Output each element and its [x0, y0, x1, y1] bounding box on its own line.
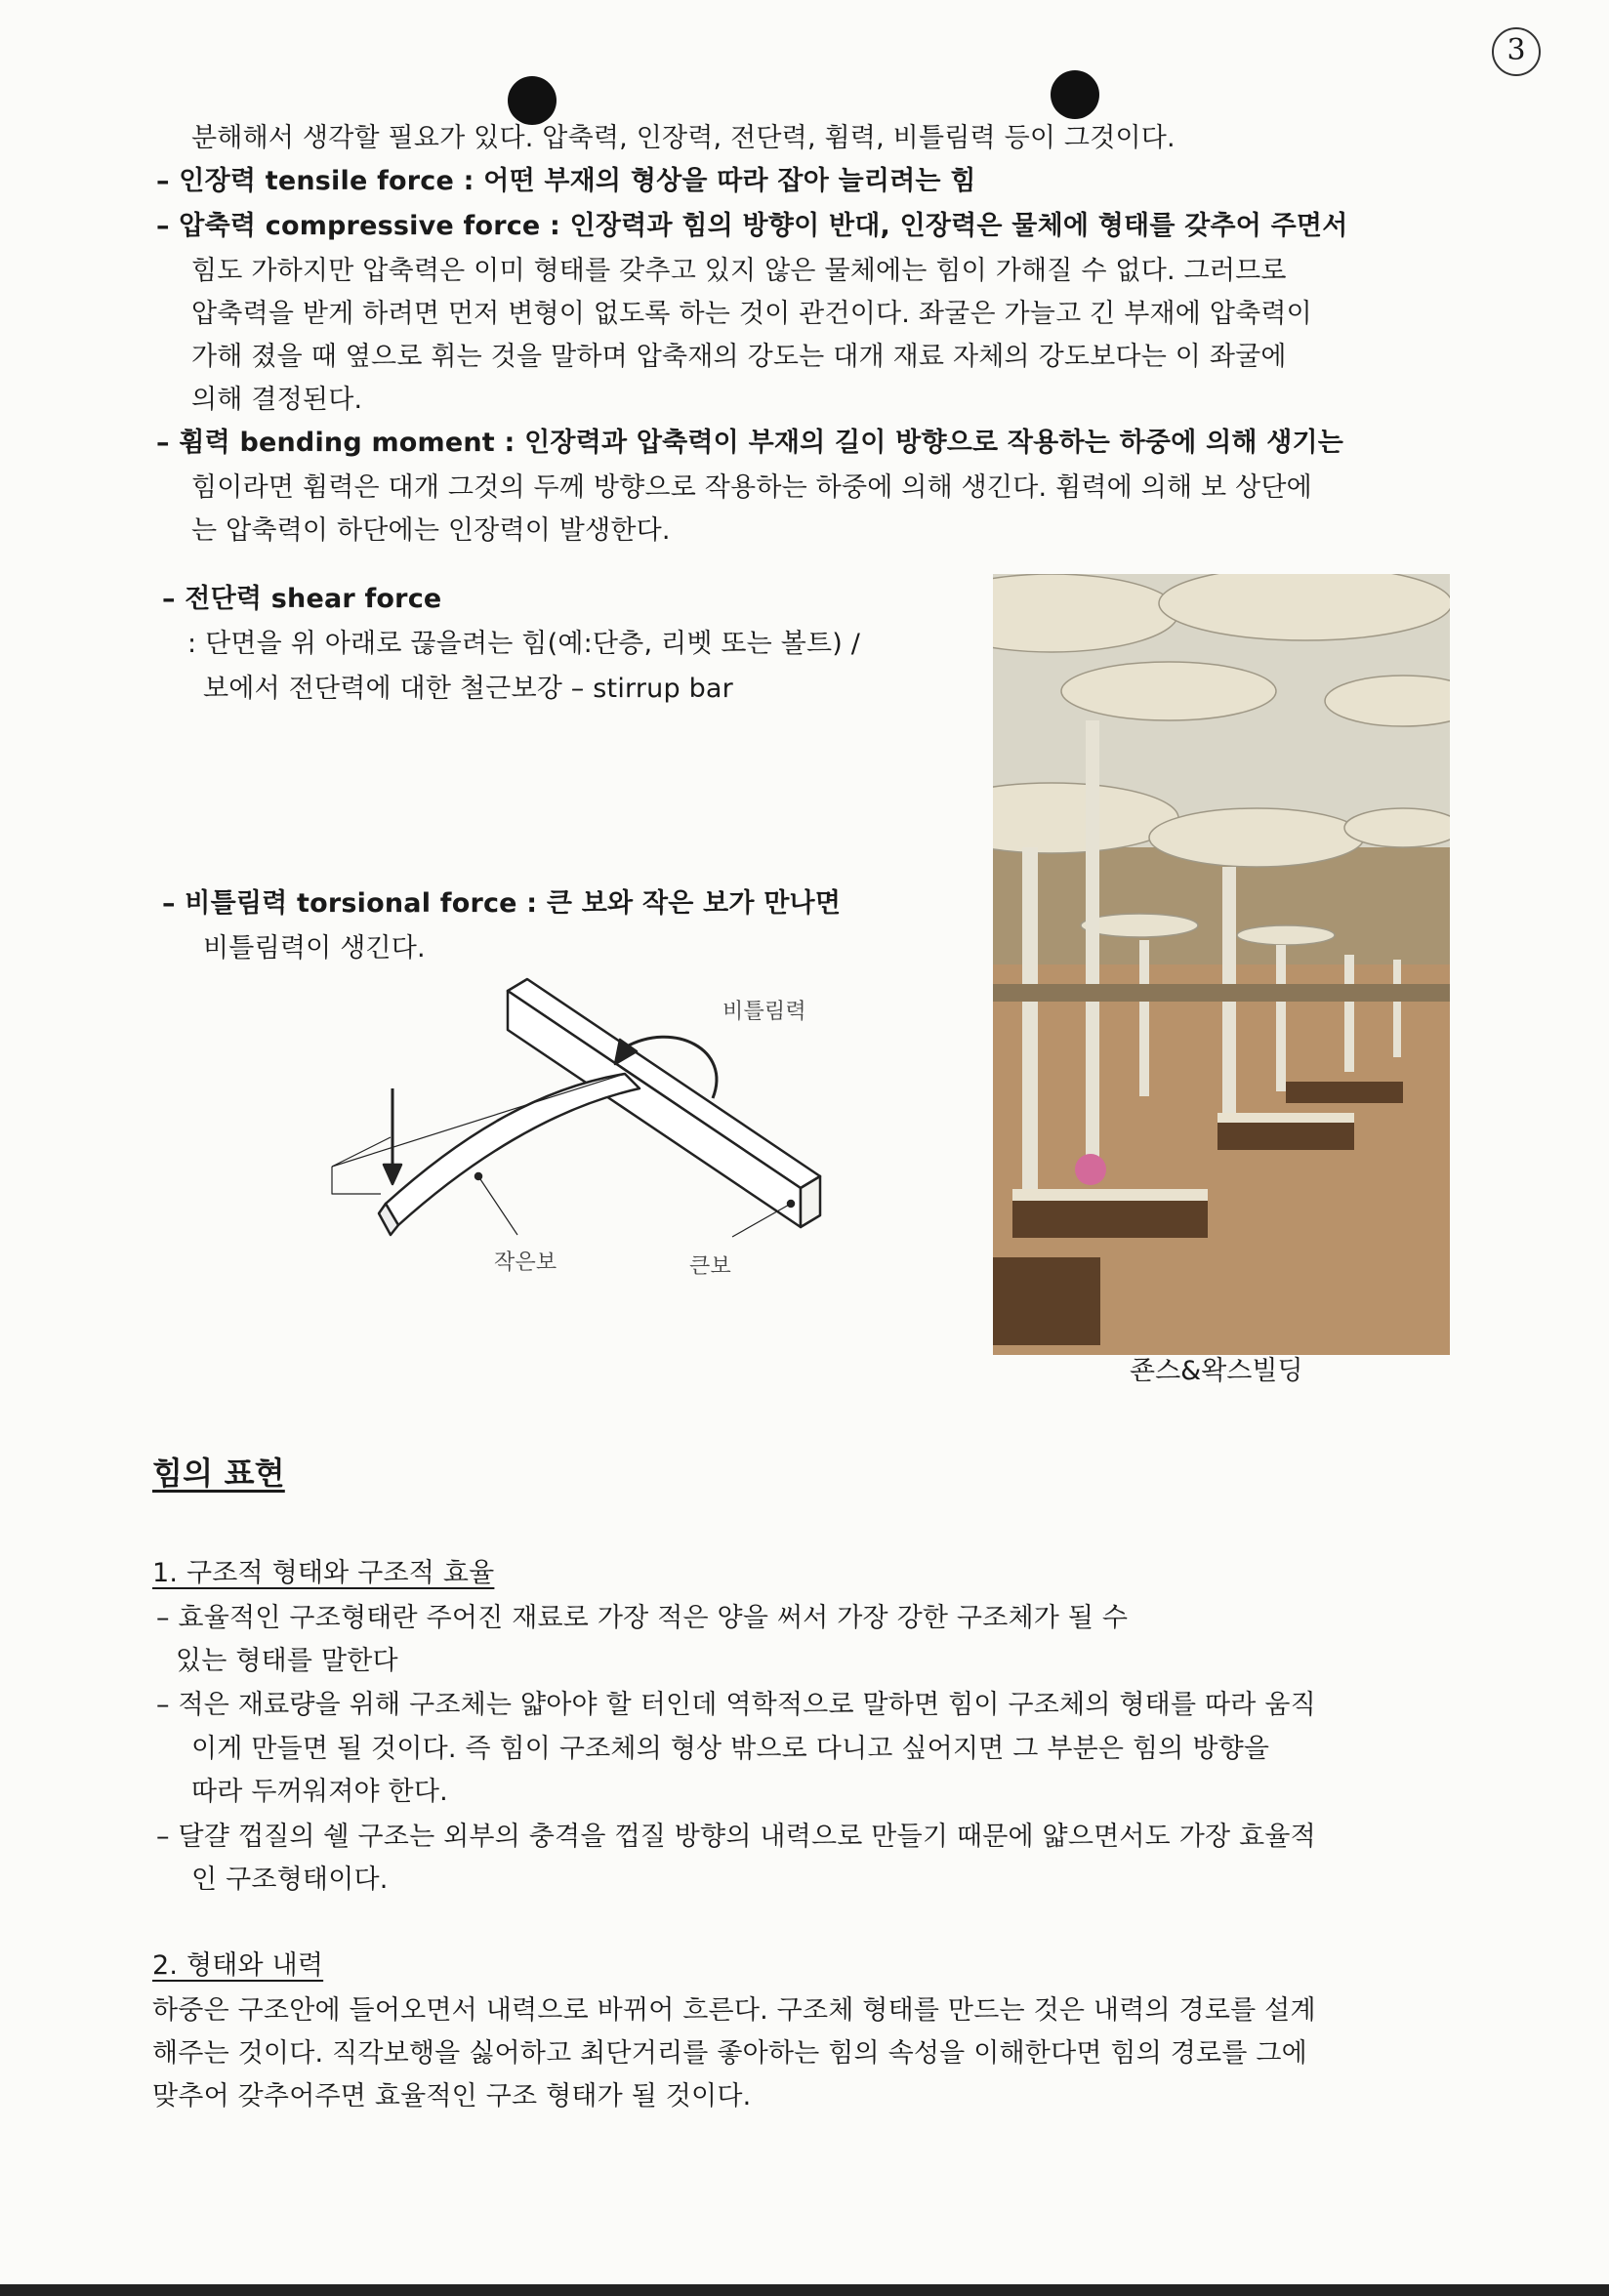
text-line: 압축력을 받게 하려면 먼저 변형이 없도록 하는 것이 관건이다. 좌굴은 가늘고 긴 부재에 압축력이 — [191, 299, 1312, 329]
text-line: 분해해서 생각할 필요가 있다. 압축력, 인장력, 전단력, 휨력, 비틀림력 등이 그것이다. — [191, 123, 1176, 153]
shear-force-line: – 전단력 shear force — [162, 584, 442, 614]
bending-moment-line: – 휨력 bending moment : 인장력과 압축력이 부재의 길이 방향으로 작용하는 하중에 의해 생기는 — [156, 428, 1344, 458]
text-line: 비틀림력이 생긴다. — [203, 933, 426, 964]
text-line: 힘이라면 휨력은 대개 그것의 두께 방향으로 작용하는 하중에 의해 생긴다. 휨력에 의해 보 상단에 — [191, 472, 1312, 503]
binder-hole-right — [1051, 70, 1099, 119]
section-title: 힘의 표현 — [152, 1455, 285, 1492]
diagram-label-small-beam: 작은보 — [494, 1250, 557, 1275]
diagram-label-torsion: 비틀림력 — [722, 1000, 806, 1024]
text-line: 따라 두꺼워져야 한다. — [191, 1777, 448, 1807]
text-line: 인 구조형태이다. — [191, 1865, 389, 1895]
diagram-label-large-beam: 큰보 — [689, 1254, 731, 1279]
compressive-force-line: – 압축력 compressive force : 인장력과 힘의 방향이 반대, 인장력은 물체에 형태를 갖추어 주면서 — [156, 211, 1348, 241]
johnson-wax-building-photo — [993, 574, 1450, 1355]
subsection-title-2: 2. 형태와 내력 — [152, 1950, 324, 1981]
text-line: 있는 형태를 말한다 — [176, 1646, 398, 1676]
text-line: – 적은 재료량을 위해 구조체는 얇아야 할 터인데 역학적으로 말하면 힘이 구조체의 형태를 따라 움직 — [156, 1690, 1316, 1720]
text-line: 는 압축력이 하단에는 인장력이 발생한다. — [191, 515, 671, 546]
torsional-force-line: – 비틀림력 torsional force : 큰 보와 작은 보가 만나면 — [162, 888, 842, 919]
text-line: – 효율적인 구조형태란 주어진 재료로 가장 적은 양을 써서 가장 강한 구조체가 될 수 — [156, 1603, 1129, 1633]
text-line: 힘도 가하지만 압축력은 이미 형태를 갖추고 있지 않은 물체에는 힘이 가해질 수 없다. 그러므로 — [191, 256, 1287, 286]
text-line: 하중은 구조안에 들어오면서 내력으로 바뀌어 흐른다. 구조체 형태를 만드는 것은 내력의 경로를 설계 — [152, 1995, 1316, 2026]
text-line: 맞추어 갖추어주면 효율적인 구조 형태가 될 것이다. — [152, 2081, 752, 2112]
text-line: 해주는 것이다. 직각보행을 싫어하고 최단거리를 좋아하는 힘의 속성을 이해한다면 힘의 경로를 그에 — [152, 2038, 1307, 2069]
text-line: 보에서 전단력에 대한 철근보강 – stirrup bar — [203, 674, 733, 704]
text-line: 의해 결정된다. — [191, 385, 363, 415]
tensile-force-line: – 인장력 tensile force : 어떤 부재의 형상을 따라 잡아 늘리려는 힘 — [156, 166, 976, 196]
text-line: – 달걀 껍질의 쉘 구조는 외부의 충격을 껍질 방향의 내력으로 만들기 때문에 얇으면서도 가장 효율적 — [156, 1822, 1316, 1852]
scan-edge-bar — [0, 2284, 1609, 2296]
text-line: : 단면을 위 아래로 끊을려는 힘(예:단층, 리벳 또는 볼트) / — [187, 629, 861, 659]
page-number: 3 — [1492, 27, 1541, 76]
subsection-title-1: 1. 구조적 형태와 구조적 효율 — [152, 1558, 495, 1588]
text-line: 이게 만들면 될 것이다. 즉 힘이 구조체의 형상 밖으로 다니고 싶어지면 그 부분은 힘의 방향을 — [191, 1734, 1270, 1764]
photo-caption: 죤스&왁스빌딩 — [1130, 1356, 1303, 1386]
text-line: 가해 졌을 때 옆으로 휘는 것을 말하며 압축재의 강도는 대개 재료 자체의 강도보다는 이 좌굴에 — [191, 342, 1287, 372]
